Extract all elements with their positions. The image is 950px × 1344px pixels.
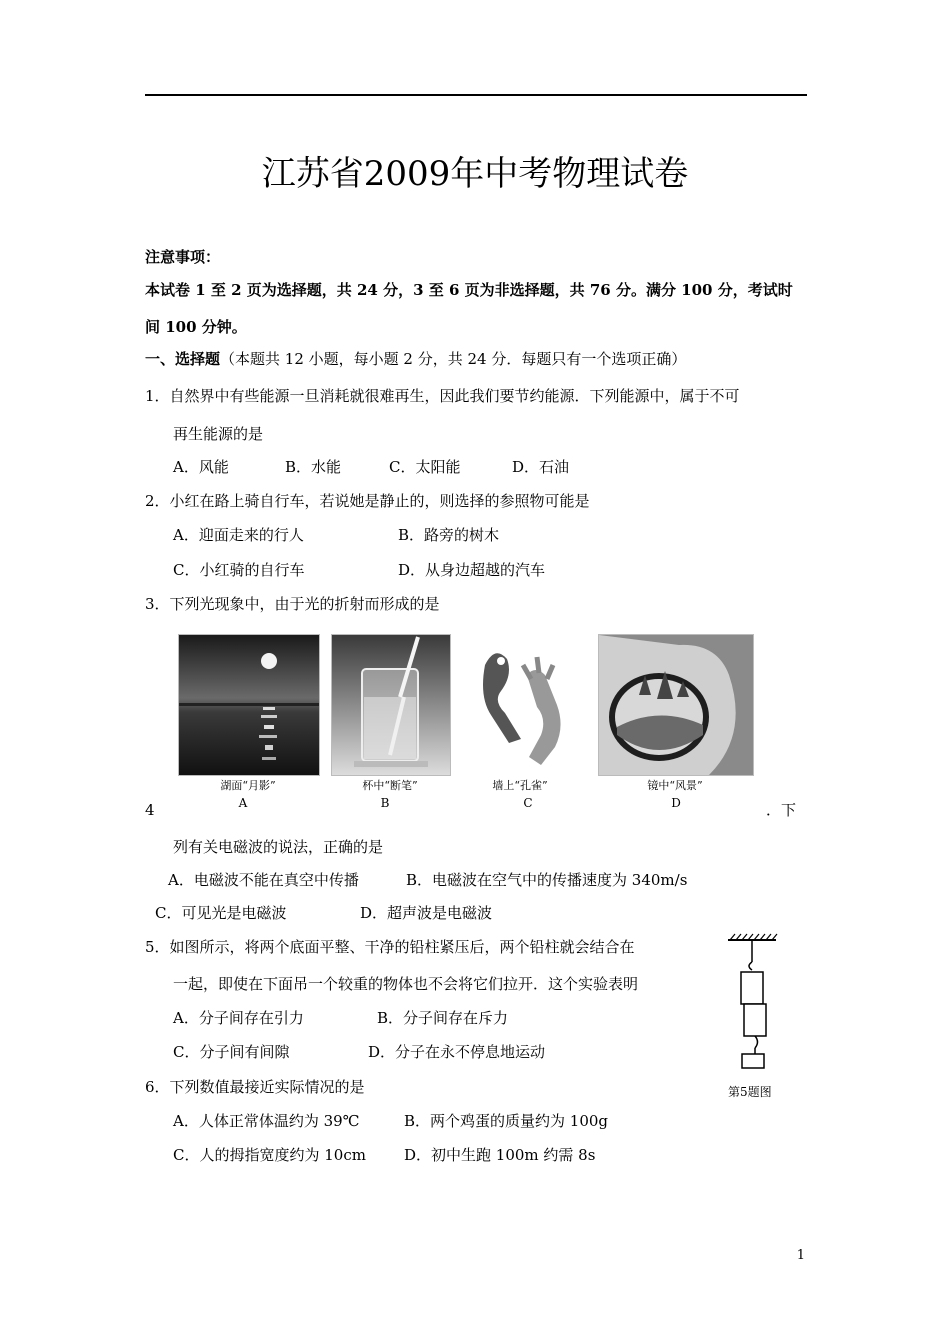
- q3-stem: 3．下列光现象中，由于光的折射而形成的是: [145, 595, 440, 613]
- q3-image-a: [178, 634, 320, 776]
- q5-stem-line-2: 一起，即使在下面吊一个较重的物体也不会将它们拉开．这个实验表明: [173, 975, 639, 993]
- q3-image-d: [598, 634, 754, 776]
- page-title: 江苏省2009年中考物理试卷: [261, 154, 689, 194]
- q6-option-d: D．初中生跑 100m 约需 8s: [404, 1146, 596, 1164]
- q2-option-c: C．小红骑的自行车: [173, 561, 305, 579]
- section-1-heading: [145, 349, 686, 369]
- q1-option-d: D．石油: [512, 458, 570, 476]
- q2-stem: 2．小红在路上骑自行车，若说她是静止的，则选择的参照物可能是: [145, 492, 590, 510]
- q3-label-c: C: [523, 796, 533, 810]
- q1-stem-line-2: 再生能源的是: [173, 425, 264, 443]
- header-rule: [145, 94, 807, 96]
- q3-image-b: [331, 634, 451, 776]
- q5-option-b: B．分子间存在斥力: [377, 1009, 509, 1027]
- q5-stem-line-1: 5．如图所示，将两个底面平整、干净的铅柱紧压后，两个铅柱就会结合在: [145, 938, 635, 956]
- q5-figure-lead-cylinders: [722, 932, 782, 1077]
- car-mirror-image: [599, 635, 753, 775]
- q5-figure-caption: 第5题图: [728, 1085, 772, 1099]
- hand-shadow-image: [465, 635, 577, 775]
- page-number: 1: [796, 1248, 805, 1263]
- q3-label-b: B: [380, 796, 390, 810]
- q3-caption-d: 镜中“风景”: [647, 779, 703, 792]
- q4-option-d: D．超声波是电磁波: [360, 904, 493, 922]
- q1-option-a: A．风能: [173, 458, 229, 476]
- section-1-title: 一、选择题: [145, 350, 221, 368]
- q1-stem-line-1: 1．自然界中有些能源一旦消耗就很难再生，因此我们要节约能源．下列能源中，属于不可: [145, 387, 740, 405]
- q2-option-d: D．从身边超越的汽车: [398, 561, 546, 579]
- lake-moon-image: [179, 635, 319, 775]
- q3-image-c: [464, 634, 578, 776]
- notice-line-2: 间 100 分钟。: [145, 318, 247, 336]
- q6-option-c: C．人的拇指宽度约为 10cm: [173, 1146, 366, 1164]
- section-1-note: （本题共 12 小题，每小题 2 分，共 24 分．每题只有一个选项正确）: [220, 350, 687, 368]
- notice-line-1: 本试卷 1 至 2 页为选择题，共 24 分，3 至 6 页为非选择题，共 76 分。满分 100 分，考试时: [145, 281, 793, 299]
- q2-option-a: A．迎面走来的行人: [173, 526, 304, 544]
- q5-option-d: D．分子在永不停息地运动: [368, 1043, 546, 1061]
- q6-stem: 6．下列数值最接近实际情况的是: [145, 1078, 365, 1096]
- q4-option-b: B．电磁波在空气中的传播速度为 340m/s: [406, 871, 688, 889]
- q3-label-d: D: [671, 796, 681, 810]
- q3-caption-c: 墙上“孔雀”: [492, 779, 548, 792]
- q3-caption-b: 杯中“断笔”: [362, 779, 418, 792]
- q3-caption-a: 湖面“月影”: [220, 779, 276, 792]
- q4-number: 4: [145, 801, 155, 819]
- q1-option-c: C．太阳能: [389, 458, 461, 476]
- notice-heading: 注意事项：: [145, 248, 221, 266]
- q4-stem: 列有关电磁波的说法，正确的是: [173, 838, 384, 856]
- q6-option-a: A．人体正常体温约为 39℃: [173, 1112, 360, 1130]
- q1-option-b: B．水能: [285, 458, 342, 476]
- glass-pencil-image: [332, 635, 450, 775]
- q5-option-a: A．分子间存在引力: [173, 1009, 304, 1027]
- q4-option-a: A．电磁波不能在真空中传播: [168, 871, 359, 889]
- q3-label-a: A: [238, 796, 248, 810]
- q6-option-b: B．两个鸡蛋的质量约为 100g: [404, 1112, 609, 1130]
- q2-option-b: B．路旁的树木: [398, 526, 500, 544]
- q4-dot: ．下: [766, 801, 797, 819]
- q4-option-c: C．可见光是电磁波: [155, 904, 287, 922]
- q5-option-c: C．分子间有间隙: [173, 1043, 290, 1061]
